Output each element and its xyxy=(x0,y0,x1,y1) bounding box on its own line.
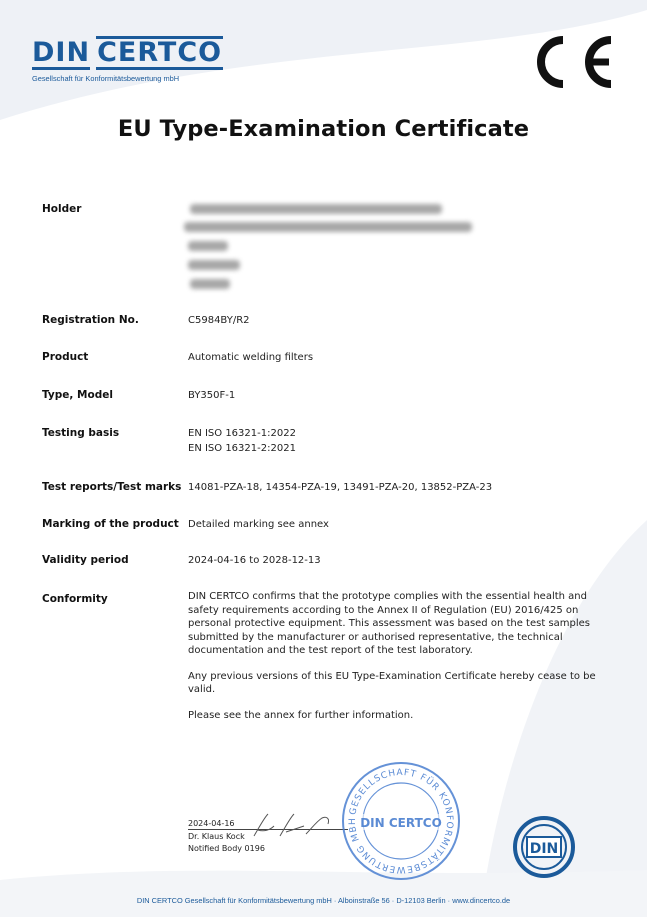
official-stamp xyxy=(340,760,462,882)
logo-certco-text: CERTCO xyxy=(97,37,223,68)
conformity-paragraph: DIN CERTCO confirms that the prototype complies with the essential health and safety requirements according to the Annex II of Regulation (EU) 2016/425 on personal protective equipment. This assessment was based on the test samples submitted by the manufacturer or authorised representative, the technical documentation and the test report of the test laboratory. xyxy=(188,591,591,656)
holder-value-redacted xyxy=(184,200,484,292)
validity-value: 2024-04-16 to 2028-12-13 xyxy=(188,555,321,566)
conformity-paragraph: Please see the annex for further information. xyxy=(188,709,414,721)
din-seal-icon xyxy=(512,815,576,879)
footer-address: DIN CERTCO Gesellschaft für Konformitätsbewertung mbH · Alboinstraße 56 · D-12103 Berlin · www.dincertco.de xyxy=(136,896,511,905)
testing-basis-standard: EN ISO 16321-2:2021 xyxy=(188,443,296,454)
type-model-label: Type, Model xyxy=(42,389,113,401)
conformity-text xyxy=(188,590,608,734)
ce-mark-icon xyxy=(527,34,617,90)
logo-din-text: DIN xyxy=(32,37,91,68)
svg-text:DIN: DIN xyxy=(529,841,559,857)
marking-value: Detailed marking see annex xyxy=(188,519,329,530)
registration-label: Registration No. xyxy=(42,314,139,326)
type-model-value: BY350F-1 xyxy=(188,390,236,401)
signatory-name: Dr. Klaus Kock xyxy=(188,831,245,841)
registration-value: C5984BY/R2 xyxy=(188,315,250,326)
certificate-title: EU Type-Examination Certificate xyxy=(117,116,530,142)
signature-date: 2024-04-16 xyxy=(188,819,235,828)
testing-basis-value xyxy=(188,426,296,456)
svg-text:DIN CERTCO: DIN CERTCO xyxy=(360,816,442,830)
testing-basis-label: Testing basis xyxy=(42,427,120,439)
logo-subtitle: Gesellschaft für Konformitätsbewertung mbH xyxy=(32,74,180,83)
holder-label: Holder xyxy=(42,203,82,215)
svg-text:GESELLSCHAFT FÜR KONFORMITÄTSB: GESELLSCHAFT FÜR KONFORMITÄTSBEWERTUNG MBH xyxy=(347,767,455,875)
testing-basis-standard: EN ISO 16321-1:2022 xyxy=(188,428,296,439)
validity-label: Validity period xyxy=(42,554,129,566)
signatory-role: Notified Body 0196 xyxy=(188,844,265,853)
din-certco-logo xyxy=(32,36,223,83)
marking-label: Marking of the product xyxy=(42,518,179,530)
conformity-label: Conformity xyxy=(42,593,108,605)
conformity-paragraph: Any previous versions of this EU Type-Examination Certificate hereby cease to be valid. xyxy=(188,670,596,695)
product-label: Product xyxy=(42,351,89,363)
test-reports-label: Test reports/Test marks xyxy=(42,481,182,493)
product-value: Automatic welding filters xyxy=(188,352,314,363)
test-reports-value: 14081-PZA-18, 14354-PZA-19, 13491-PZA-20, 13852-PZA-23 xyxy=(188,482,493,493)
